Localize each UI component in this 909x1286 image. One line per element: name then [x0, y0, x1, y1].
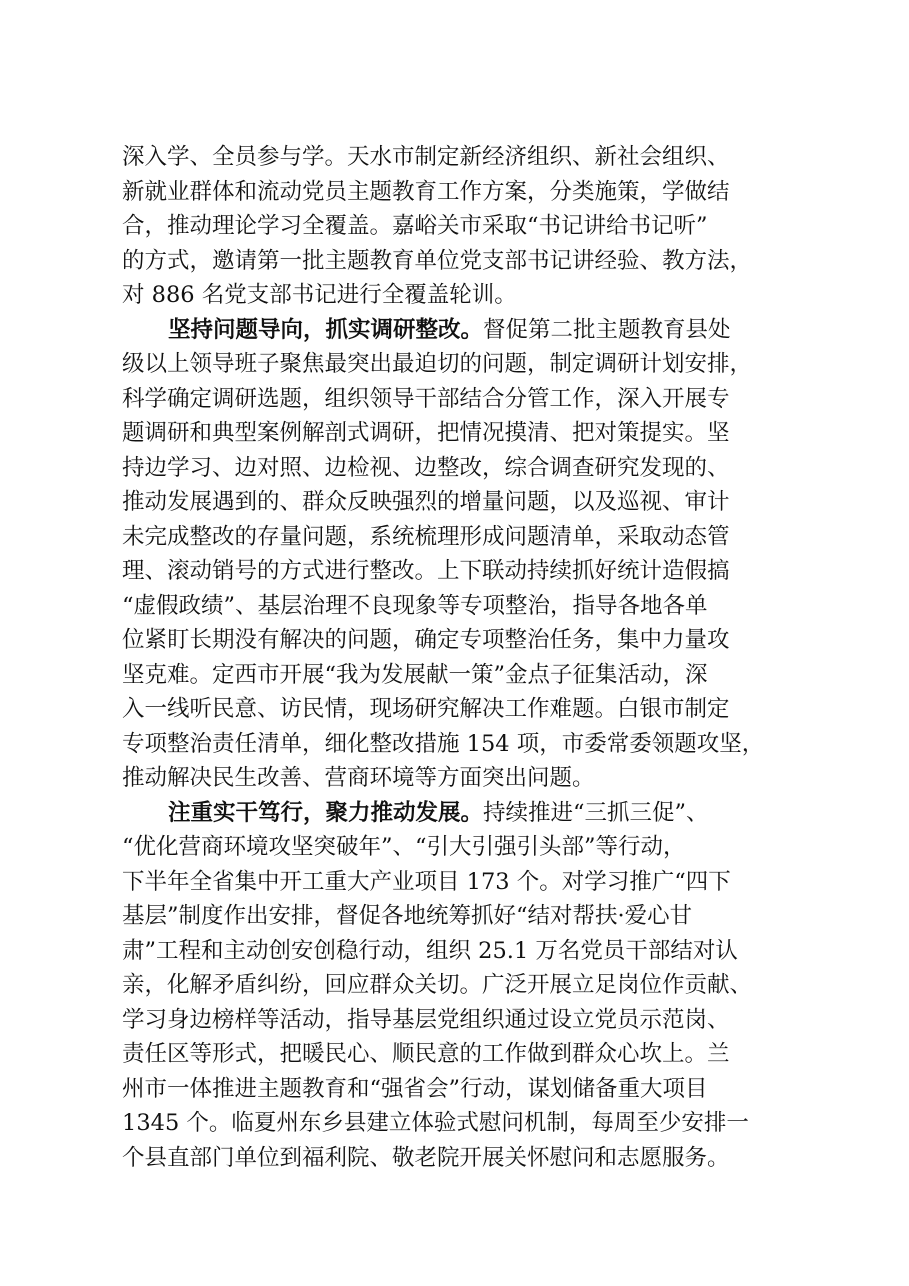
paragraph-1 — [122, 140, 822, 313]
text-line: 题调研和典型案例解剖式调研，把情况摸清、把对策提实。坚 — [122, 420, 730, 446]
text-line: 理、滚动销号的方式进行整改。上下联动持续抓好统计造假搞 — [122, 558, 730, 584]
text-line: 1345 个。临夏州东乡县建立体验式慰问机制，每周至少安排一 — [122, 1110, 749, 1136]
text-line: 专项整治责任清单，细化整改措施 154 项，市委常委领题攻坚， — [122, 730, 765, 757]
text-line: 推动发展遇到的、群众反映强烈的增量问题，以及巡视、审计 — [122, 489, 730, 515]
text-line: 学习身边榜样等活动，指导基层党组织通过设立党员示范岗、 — [122, 1006, 730, 1033]
text-line: 肃”工程和主动创安创稳行动，组织 25.1 万名党员干部结对认 — [122, 937, 738, 964]
body-text — [122, 140, 822, 1175]
text-line: 位紧盯长期没有解决的问题，确定专项整治任务，集中力量攻 — [122, 627, 730, 653]
paragraph-first-line — [122, 313, 822, 348]
paragraph-3 — [122, 796, 822, 1176]
text-line: 未完成整改的存量问题，系统梳理形成问题清单，采取动态管 — [122, 523, 730, 550]
text-line: 对 886 名党支部书记进行全覆盖轮训。 — [122, 282, 517, 308]
text-line: 科学确定调研选题，组织领导干部结合分管工作，深入开展专 — [122, 385, 730, 412]
text-line: 坚克难。定西市开展“我为发展献一策”金点子征集活动，深 — [122, 661, 708, 688]
paragraph-2 — [122, 313, 822, 796]
paragraph-heading: 坚持问题导向，抓实调研整改。 — [168, 316, 484, 343]
paragraph-first-line — [122, 796, 822, 831]
text-line: 级以上领导班子聚焦最突出最迫切的问题，制定调研计划安排， — [122, 351, 753, 377]
first-line-text: 督促第二批主题教育县处 — [483, 316, 731, 343]
first-line-text: 持续推进“三抓三促”、 — [483, 799, 709, 826]
paragraph-heading: 注重实干笃行，聚力推动发展。 — [168, 799, 484, 826]
text-line: 州市一体推进主题教育和“强省会”行动，谋划储备重大项目 — [122, 1075, 708, 1102]
text-line: 亲，化解矛盾纠纷，回应群众关切。广泛开展立足岗位作贡献、 — [122, 972, 753, 998]
text-line: 的方式，邀请第一批主题教育单位党支部书记讲经验、教方法， — [122, 247, 753, 274]
text-line: 基层”制度作出安排，督促各地统筹抓好“结对帮扶·爱心甘 — [122, 903, 693, 929]
text-line: 深入学、全员参与学。天水市制定新经济组织、新社会组织、 — [122, 144, 730, 170]
text-line: 新就业群体和流动党员主题教育工作方案，分类施策，学做结 — [122, 178, 730, 205]
text-line: “优化营商环境攻坚突破年”、“引大引强引头部”等行动， — [122, 834, 686, 860]
text-line: 合，推动理论学习全覆盖。嘉峪关市采取“书记讲给书记听” — [122, 213, 708, 239]
text-line: 责任区等形式，把暖民心、顺民意的工作做到群众心坎上。兰 — [122, 1041, 730, 1067]
text-line: 推动解决民生改善、营商环境等方面突出问题。 — [122, 765, 595, 791]
text-line: 入一线听民意、访民情，现场研究解决工作难题。白银市制定 — [122, 696, 730, 722]
text-line: “虚假政绩”、基层治理不良现象等专项整治，指导各地各单 — [122, 592, 708, 619]
text-line: 下半年全省集中开工重大产业项目 173 个。对学习推广“四下 — [122, 868, 731, 895]
text-line: 持边学习、边对照、边检视、边整改，综合调查研究发现的、 — [122, 454, 730, 481]
text-line: 个县直部门单位到福利院、敬老院开展关怀慰问和志愿服务。 — [122, 1144, 730, 1171]
